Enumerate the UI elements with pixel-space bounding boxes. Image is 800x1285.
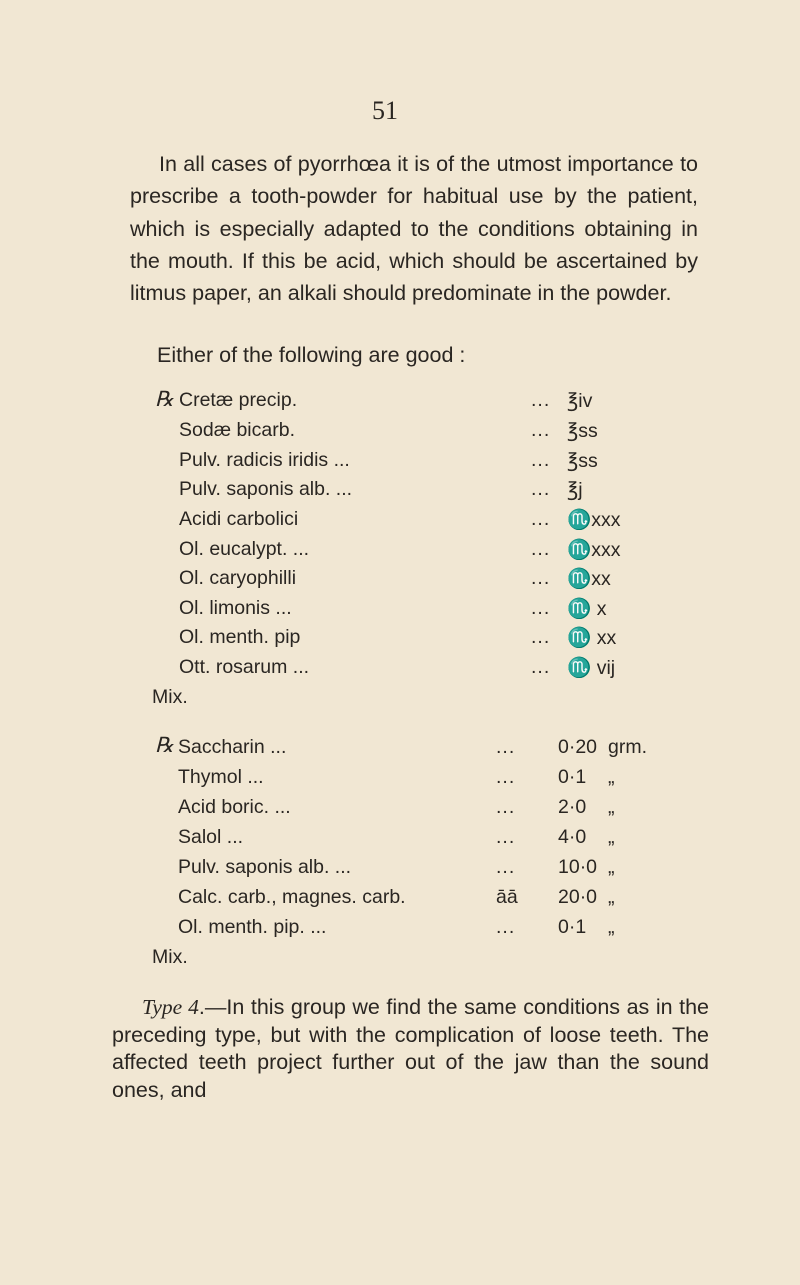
ingredient-quantity: ♏ xx: [567, 627, 617, 649]
ingredient-amount: 10·0: [558, 856, 598, 878]
rx2-row: [178, 856, 738, 886]
ingredient-unit: „: [608, 856, 615, 878]
ingredient-quantity: ♏xxx: [567, 539, 621, 561]
leader-dots: ...: [496, 916, 516, 938]
type4-text: .—In this group we find the same conditions as in the preceding type, but with the complication of loose teeth. The affected teeth project further out of the jaw than the sound ones, and: [112, 995, 709, 1102]
type4-paragraph: [112, 994, 709, 1104]
rx-symbol: ℞: [155, 387, 174, 411]
ingredient-name: Salol ...: [178, 826, 244, 848]
ingredient-name: Acid boric. ...: [178, 796, 291, 818]
leader-dots: ...: [531, 449, 551, 471]
ingredient-quantity: ♏xx: [567, 568, 611, 590]
ingredient-name: Cretæ precip.: [179, 389, 298, 411]
rx2-row: [178, 886, 738, 916]
leader-dots: ...: [496, 856, 516, 878]
ingredient-quantity: ♏ vij: [567, 657, 616, 679]
ingredient-name: Pulv. radicis iridis ...: [179, 449, 350, 471]
leader-dots: ...: [531, 508, 551, 530]
ingredient-name: Thymol ...: [178, 766, 264, 788]
ingredient-amount: 4·0: [558, 826, 587, 848]
ingredient-unit: „: [608, 826, 615, 848]
ingredient-quantity: ℥ss: [567, 450, 598, 472]
rx1-row: [179, 389, 719, 419]
ingredient-name: Sodæ bicarb.: [179, 419, 295, 441]
rx1-row: [179, 597, 719, 627]
ingredient-name: Pulv. saponis alb. ...: [178, 856, 352, 878]
rx2-row: [178, 736, 738, 766]
rx1-row: [179, 478, 719, 508]
rx2-row: [178, 766, 738, 796]
leader-dots: ...: [531, 656, 551, 678]
page-number: 51: [372, 96, 398, 125]
ingredient-unit: „: [608, 886, 615, 908]
leader-dots: ...: [496, 766, 516, 788]
either-line: Either of the following are good :: [157, 343, 466, 367]
rx2-row: [178, 916, 738, 946]
ingredient-name: Ol. limonis ...: [179, 597, 292, 619]
leader-dots: ...: [496, 826, 516, 848]
leader-dots: ...: [531, 419, 551, 441]
rx1-row: [179, 656, 719, 686]
mix-instruction: Mix.: [152, 686, 188, 708]
ana-marker: āā: [496, 886, 518, 908]
ingredient-unit: „: [608, 796, 615, 818]
rx1-row: [179, 567, 719, 597]
ingredient-unit: „: [608, 766, 615, 788]
ingredient-name: Pulv. saponis alb. ...: [179, 478, 353, 500]
ingredient-name: Ott. rosarum ...: [179, 656, 310, 678]
mix-instruction: Mix.: [152, 946, 188, 968]
ingredient-amount: 0·1: [558, 916, 587, 938]
rx1-row: [179, 508, 719, 538]
rx2-row: [178, 796, 738, 826]
ingredient-name: Calc. carb., magnes. carb.: [178, 886, 406, 908]
intro-paragraph: In all cases of pyorrhœa it is of the utmost importance to prescribe a tooth-powder for habitual use by the patient, which is especially adapted to the conditions obtaining in the mouth. If this be acid, which should be ascertained by litmus paper, an alkali should predominate in the powder.: [130, 152, 698, 306]
ingredient-name: Ol. menth. pip: [179, 626, 301, 648]
ingredient-amount: 0·1: [558, 766, 587, 788]
leader-dots: ...: [531, 567, 551, 589]
leader-dots: ...: [531, 626, 551, 648]
rx1-row: [179, 449, 719, 479]
ingredient-name: Ol. caryophilli: [179, 567, 297, 589]
ingredient-quantity: ℥ss: [567, 420, 598, 442]
rx1-row: [179, 626, 719, 656]
ingredient-amount: 0·20: [558, 736, 598, 758]
ingredient-quantity: ℥j: [567, 479, 583, 501]
ingredient-name: Saccharin ...: [178, 736, 287, 758]
ingredient-quantity: ℥iv: [567, 390, 593, 412]
ingredient-unit: „: [608, 916, 615, 938]
ingredient-name: Acidi carbolici: [179, 508, 299, 530]
rx2-row: [178, 826, 738, 856]
ingredient-quantity: ♏ x: [567, 598, 607, 620]
ingredient-name: Ol. eucalypt. ...: [179, 538, 310, 560]
type4-label: Type 4: [142, 995, 199, 1019]
leader-dots: ...: [531, 389, 551, 411]
rx-symbol: ℞: [155, 733, 174, 757]
ingredient-name: Ol. menth. pip. ...: [178, 916, 327, 938]
rx1-row: [179, 419, 719, 449]
leader-dots: ...: [531, 478, 551, 500]
rx1-row: [179, 538, 719, 568]
leader-dots: ...: [531, 597, 551, 619]
leader-dots: ...: [496, 796, 516, 818]
ingredient-amount: 2·0: [558, 796, 587, 818]
ingredient-amount: 20·0: [558, 886, 598, 908]
ingredient-unit: grm.: [608, 736, 647, 758]
ingredient-quantity: ♏xxx: [567, 509, 621, 531]
leader-dots: ...: [531, 538, 551, 560]
leader-dots: ...: [496, 736, 516, 758]
